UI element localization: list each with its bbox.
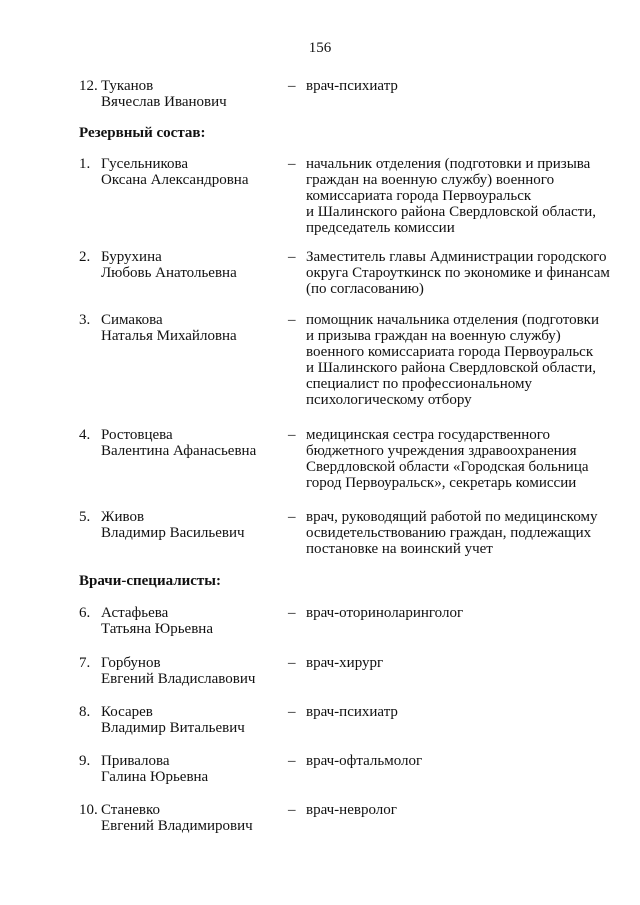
description-line: и Шалинского района Свердловской области, — [306, 204, 596, 220]
surname: Горбунов — [101, 655, 161, 671]
surname: Гусельникова — [101, 156, 189, 172]
position-description — [306, 655, 606, 671]
surname: Привалова — [101, 753, 170, 769]
item-number: 7. — [79, 655, 91, 671]
item-number: 9. — [79, 753, 91, 769]
description-line: врач, руководящий работой по медицинскому — [306, 509, 598, 525]
dash: – — [288, 427, 296, 443]
position-description — [306, 802, 606, 818]
item-number: 4. — [79, 427, 91, 443]
description-line: врач-хирург — [306, 655, 384, 671]
surname: Бурухина — [101, 249, 162, 265]
dash: – — [288, 78, 296, 94]
position-description — [306, 704, 606, 720]
given-names: Евгений Владимирович — [101, 818, 253, 834]
description-line: освидетельствованию граждан, подлежащих — [306, 525, 592, 541]
person-name — [101, 427, 281, 459]
description-line: город Первоуральск», секретарь комиссии — [306, 475, 577, 491]
description-line: помощник начальника отделения (подготовки — [306, 312, 599, 328]
given-names: Владимир Витальевич — [101, 720, 245, 736]
description-line: округа Староуткинск по экономике и финансам — [306, 265, 610, 281]
person-name — [101, 753, 281, 785]
person-name — [101, 78, 281, 110]
position-description — [306, 509, 606, 557]
dash: – — [288, 605, 296, 621]
description-line: и призыва граждан на военную службу) — [306, 328, 561, 344]
description-line: комиссариата города Первоуральск — [306, 188, 532, 204]
surname: Симакова — [101, 312, 163, 328]
item-number: 12. — [79, 78, 98, 94]
surname: Ростовцева — [101, 427, 173, 443]
item-number: 2. — [79, 249, 91, 265]
description-line: бюджетного учреждения здравоохранения — [306, 443, 577, 459]
position-description — [306, 605, 606, 621]
description-line: граждан на военную службу) военного — [306, 172, 555, 188]
description-line: военного комиссариата города Первоуральск — [306, 344, 594, 360]
position-description — [306, 156, 606, 236]
person-name — [101, 605, 281, 637]
surname: Туканов — [101, 78, 154, 94]
description-line: Свердловской области «Городская больница — [306, 459, 589, 475]
position-description — [306, 312, 606, 408]
item-number: 6. — [79, 605, 91, 621]
description-line: Заместитель главы Администрации городского — [306, 249, 607, 265]
item-number: 10. — [79, 802, 98, 818]
description-line: постановке на воинский учет — [306, 541, 493, 557]
person-name — [101, 509, 281, 541]
description-line: врач-психиатр — [306, 78, 398, 94]
description-line: психологическому отбору — [306, 392, 472, 408]
description-line: председатель комиссии — [306, 220, 455, 236]
item-number: 3. — [79, 312, 91, 328]
given-names: Оксана Александровна — [101, 172, 249, 188]
page-number: 156 — [308, 40, 332, 56]
given-names: Евгений Владиславович — [101, 671, 256, 687]
person-name — [101, 249, 281, 281]
dash: – — [288, 249, 296, 265]
position-description — [306, 249, 610, 297]
description-line: врач-оториноларинголог — [306, 605, 464, 621]
dash: – — [288, 655, 296, 671]
given-names: Владимир Васильевич — [101, 525, 245, 541]
description-line: (по согласованию) — [306, 281, 424, 297]
given-names: Галина Юрьевна — [101, 769, 209, 785]
surname: Живов — [101, 509, 145, 525]
surname: Станевко — [101, 802, 160, 818]
description-line: врач-офтальмолог — [306, 753, 423, 769]
section-heading-specialists: Врачи-специалисты: — [79, 573, 222, 589]
given-names: Наталья Михайловна — [101, 328, 237, 344]
position-description — [306, 78, 606, 94]
surname: Астафьева — [101, 605, 169, 621]
dash: – — [288, 312, 296, 328]
item-number: 1. — [79, 156, 91, 172]
given-names: Вячеслав Иванович — [101, 94, 227, 110]
description-line: начальник отделения (подготовки и призыва — [306, 156, 591, 172]
item-number: 5. — [79, 509, 91, 525]
given-names: Валентина Афанасьевна — [101, 443, 257, 459]
item-number: 8. — [79, 704, 91, 720]
description-line: специалист по профессиональному — [306, 376, 532, 392]
description-line: и Шалинского района Свердловской области, — [306, 360, 596, 376]
person-name — [101, 312, 281, 344]
description-line: медицинская сестра государственного — [306, 427, 551, 443]
dash: – — [288, 156, 296, 172]
given-names: Татьяна Юрьевна — [101, 621, 213, 637]
position-description — [306, 753, 606, 769]
dash: – — [288, 509, 296, 525]
surname: Косарев — [101, 704, 153, 720]
person-name — [101, 156, 281, 188]
dash: – — [288, 802, 296, 818]
section-heading-reserve: Резервный состав: — [79, 125, 206, 141]
person-name — [101, 704, 281, 736]
given-names: Любовь Анатольевна — [101, 265, 237, 281]
position-description — [306, 427, 606, 491]
description-line: врач-невролог — [306, 802, 397, 818]
person-name — [101, 655, 281, 687]
dash: – — [288, 753, 296, 769]
person-name — [101, 802, 281, 834]
description-line: врач-психиатр — [306, 704, 398, 720]
dash: – — [288, 704, 296, 720]
